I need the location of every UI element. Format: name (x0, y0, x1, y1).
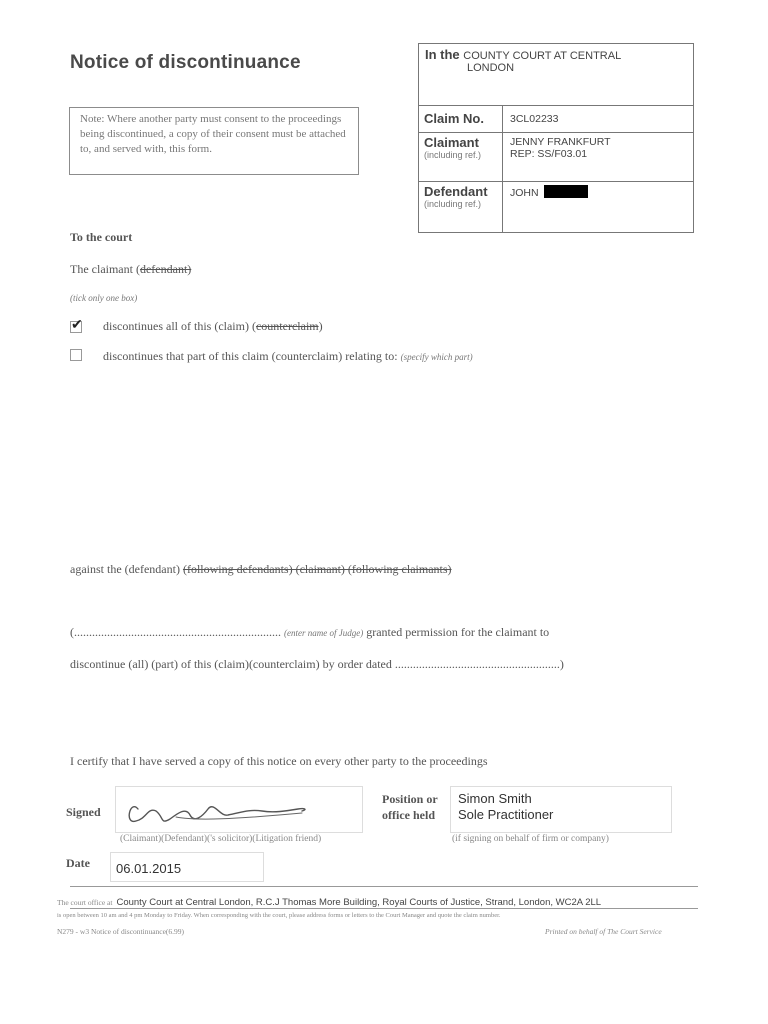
court-name: COUNTY COURT AT CENTRAL (463, 50, 622, 62)
signed-label: Signed (66, 805, 101, 819)
claim-no-value: 3CL02233 (510, 113, 559, 125)
defendant-name: JOHN (510, 187, 539, 199)
struck-counterclaim: counterclaim (255, 319, 319, 333)
claim-no-label: Claim No. (419, 106, 503, 132)
check-mark-icon: ✔ (71, 318, 83, 333)
signer-capacity-caption: (Claimant)(Defendant)('s solicitor)(Litigation friend) (120, 834, 322, 844)
position-name: Simon Smith (458, 791, 532, 806)
struck-defendant: defendant) (139, 262, 192, 276)
court-details-table (418, 43, 694, 233)
claimant-line: The claimant (defendant) (70, 262, 192, 276)
court-label: In the (425, 47, 460, 62)
discontinue-order-line: discontinue (all) (part) of this (claim)(counterclaim) by order dated .......................................................) (70, 657, 564, 671)
defendant-ref-label: (including ref.) (424, 199, 482, 209)
court-office-prefix: The court office at (57, 898, 113, 907)
discontinue-all-checkbox[interactable] (70, 318, 83, 333)
claimant-row (419, 132, 693, 181)
court-name-line2: LONDON (467, 62, 515, 74)
court-office-address: County Court at Central London, R.C.J Thomas More Building, Royal Courts of Justice, Strand, London, WC2A 2LL (116, 897, 602, 908)
judge-permission-line: (..................................................................... (enter name of Judge) granted permission for the claimant to (70, 625, 550, 639)
signature-image (116, 787, 364, 834)
consent-note: Note: Where another party must consent to the proceedings being discontinued, a copy of their consent must be attached to, and served with, this form. (69, 107, 359, 175)
date-label: Date (66, 856, 90, 870)
claim-no-row (419, 105, 693, 132)
claimant-name: JENNY FRANKFURT (510, 136, 611, 148)
footer-divider-2 (70, 908, 698, 909)
position-title: Sole Practitioner (458, 807, 554, 822)
specify-part-instruction: (specify which part) (400, 352, 473, 362)
position-label: Position or office held (382, 792, 438, 822)
footer-divider (70, 886, 698, 887)
option-discontinue-part: discontinues that part of this claim (counterclaim) relating to: (specify which part) (103, 349, 473, 363)
position-caption: (if signing on behalf of firm or company) (452, 834, 609, 844)
discontinue-part-checkbox[interactable] (70, 349, 82, 361)
redaction-block (544, 185, 588, 198)
to-the-court-heading: To the court (70, 230, 133, 244)
struck-parties: (following defendants) (claimant) (following claimants) (182, 562, 452, 576)
option-discontinue-all: discontinues all of this (claim) (counterclaim) (103, 319, 323, 333)
certify-statement: I certify that I have served a copy of this notice on every other party to the proceedings (70, 754, 488, 768)
date-value: 06.01.2015 (116, 861, 182, 876)
position-field[interactable] (450, 786, 672, 833)
office-hours-line: is open between 10 am and 4 pm Monday to Friday. When corresponding with the court, please address forms or letters to the Court Manager and quote the claim number. (57, 912, 501, 919)
court-row (419, 44, 693, 105)
signature-field[interactable] (115, 786, 363, 833)
claimant-ref-label: (including ref.) (424, 150, 482, 160)
claimant-ref: REP: SS/F03.01 (510, 148, 588, 160)
form-title: Notice of discontinuance (70, 52, 301, 73)
defendant-row (419, 181, 693, 232)
tick-instruction: (tick only one box) (70, 293, 138, 303)
defendant-label: Defendant (424, 184, 488, 199)
against-line: against the (defendant) (following defendants) (claimant) (following claimants) (70, 562, 452, 576)
date-field[interactable] (110, 852, 264, 882)
judge-name-instruction: (enter name of Judge) (284, 628, 364, 638)
claimant-label: Claimant (424, 135, 479, 150)
form-reference: N279 - w3 Notice of discontinuance(6.99) (57, 927, 185, 936)
printed-on-behalf: Printed on behalf of The Court Service (545, 927, 662, 936)
